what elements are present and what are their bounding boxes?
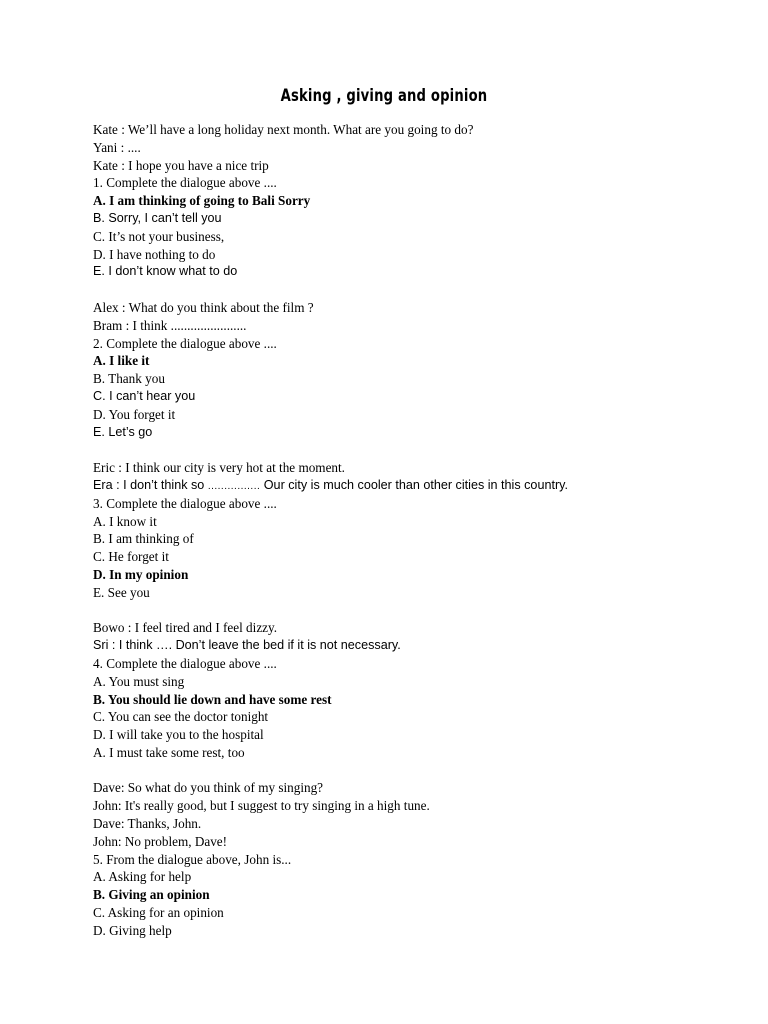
- dialogue-line: Kate : I hope you have a nice trip: [93, 157, 269, 173]
- dialogue-line: Bram : I think .......................: [93, 317, 247, 333]
- answer-option: D. Giving help: [93, 922, 172, 938]
- quiz-content: [93, 121, 733, 940]
- answer-option: C. It’s not your business,: [93, 228, 225, 244]
- blank-dots: ................: [207, 480, 261, 492]
- answer-option: E. Let’s go: [93, 424, 153, 439]
- question-text: 2. Complete the dialogue above ....: [93, 335, 277, 351]
- answer-option: D. I have nothing to do: [93, 246, 216, 262]
- question-text: 5. From the dialogue above, John is...: [93, 851, 292, 867]
- dialogue-prefix: Era : I don’t think so: [93, 477, 205, 492]
- answer-option-correct: D. In my opinion: [93, 566, 189, 582]
- dialogue-line: Kate : We’ll have a long holiday next month. What are you going to do?: [93, 122, 474, 137]
- page-title: Asking , giving and opinion: [280, 86, 488, 106]
- answer-option: A. Asking for help: [93, 869, 192, 885]
- question-text: 3. Complete the dialogue above ....: [93, 495, 277, 511]
- answer-option: C. He forget it: [93, 549, 169, 565]
- dialogue-line: Eric : I think our city is very hot at the moment.: [93, 460, 345, 476]
- answer-option-correct: A. I like it: [93, 353, 150, 369]
- dialogue-line: Dave: So what do you think of my singing?: [93, 780, 324, 796]
- answer-option: B. Thank you: [93, 371, 165, 387]
- answer-option: A. You must sing: [93, 673, 185, 689]
- dialogue-line: Alex : What do you think about the film ?: [93, 299, 314, 315]
- dialogue-suffix: Our city is much cooler than other cities in this country.: [263, 477, 569, 492]
- answer-option: A. I must take some rest, too: [93, 744, 245, 760]
- dialogue-line: John: It's really good, but I suggest to try singing in a high tune.: [93, 798, 430, 814]
- question-block-4: [93, 619, 733, 761]
- dialogue-line: Sri : I think …. Don’t leave the bed if it is not necessary.: [93, 638, 401, 653]
- question-text: 1. Complete the dialogue above ....: [93, 175, 277, 191]
- answer-option: E. See you: [93, 584, 150, 600]
- answer-option: E. I don’t know what to do: [93, 264, 238, 279]
- answer-option-correct: B. You should lie down and have some rest: [93, 691, 332, 707]
- answer-option: D. You forget it: [93, 406, 176, 422]
- dialogue-line: [93, 477, 733, 495]
- answer-option-correct: B. Giving an opinion: [93, 887, 210, 903]
- answer-option: B. I am thinking of: [93, 531, 194, 547]
- question-block-2: [93, 299, 733, 441]
- answer-option: C. I can’t hear you: [93, 388, 196, 403]
- dialogue-line: Dave: Thanks, John.: [93, 816, 202, 832]
- question-text: 4. Complete the dialogue above ....: [93, 655, 277, 671]
- answer-option: B. Sorry, I can’t tell you: [93, 210, 222, 225]
- answer-option: D. I will take you to the hospital: [93, 727, 264, 743]
- dialogue-line: John: No problem, Dave!: [93, 833, 228, 849]
- dialogue-line: Bowo : I feel tired and I feel dizzy.: [93, 620, 278, 636]
- question-block-3: [93, 459, 733, 601]
- answer-option: A. I know it: [93, 513, 157, 529]
- answer-option: C. You can see the doctor tonight: [93, 709, 269, 725]
- answer-option-correct: A. I am thinking of going to Bali Sorry: [93, 193, 311, 209]
- dialogue-line: Yani : ....: [93, 139, 141, 155]
- question-block-5: [93, 779, 733, 939]
- answer-option: C. Asking for an opinion: [93, 905, 224, 921]
- question-block-1: [93, 121, 733, 281]
